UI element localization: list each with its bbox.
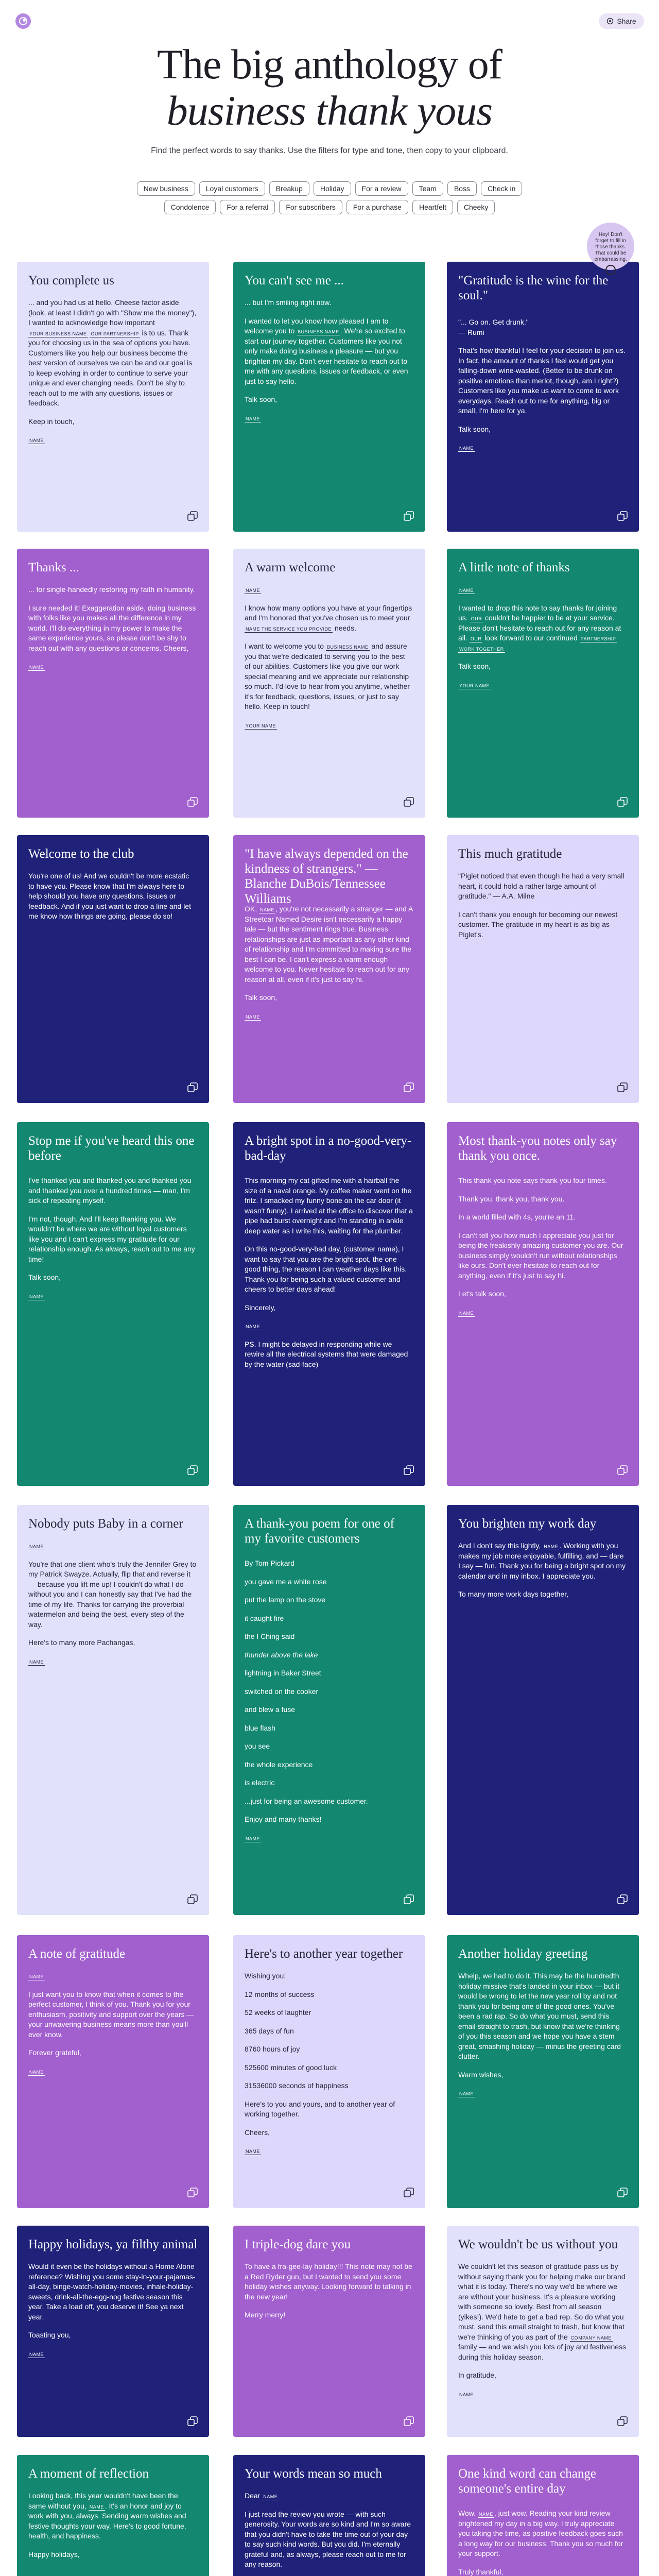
placeholder-tag: NAME [246,588,261,593]
copy-icon[interactable] [403,510,415,522]
card-text: PS. I might be delayed in responding while we rewire all the electrical systems that were damaged by the water (sad-face) [245,1340,408,1368]
share-button[interactable] [599,13,644,29]
card-you-complete-us [17,262,209,532]
card-text: Whelp, we had to do it. This may be the hundredth holiday missive that's landed in your inbox — but it would be wrong to let the new year roll by and not thank you for being one of the good ones. You've been a rad rap. So do what you must, send this email straight to trash, but know that we're thinking of you this season and we hope you have a stem great, smashing holiday — minus the greeting card clutter. [458,1972,621,2060]
card-title: Here's to another year together [245,1947,403,1961]
copy-icon[interactable] [403,2187,415,2199]
card-brighten-work-day [447,1505,639,1915]
card-text: I sure needed it! Exaggeration aside, doing business with folks like you makes all the difference in my world. I'll do everything in my power to make the same experience yours, so please don't be shy to reach out with any questions or concerns. Cheers, [28,603,196,652]
page-title-line2: business thank yous [166,87,493,134]
copy-icon[interactable] [403,2415,415,2428]
card-text: is to us. Thank you for choosing us in the sea of options you have. Customers like you help our business become the best version of ourselves we can be and our goal is to keep evolving in order to continue to serve your unique and ever changing needs. Don't be shy to reach out to me with any questions, issues or feedback. [28,328,193,407]
card-text: Let's talk soon, [458,1290,506,1298]
badge-icon [605,265,616,275]
copy-icon[interactable] [186,1464,199,1477]
card-text: "Piglet noticed that even though he had a very small heart, it could hold a rather large amount of gratitude." — A.A. Milne [458,872,625,900]
card-title: You brighten my work day [458,1517,597,1531]
card-title: One kind word can change someone's entire day [458,2467,596,2496]
card-text: That's how thankful I feel for your decision to join us. In fact, the amount of thanks I feel would get you falling-down wine-wasted. (Better to be drunk on positive emotions than merlot, though, am I right?) Customers like you make us want to come to work everydays. Reach out to me for anything, big or small, I'm here for ya. [458,346,626,415]
card-title: You complete us [28,274,114,287]
copy-icon[interactable] [403,796,415,808]
card-text: I can't tell you how much I appreciate you just for being the freakishly amazing customer you are. Our business simply wouldn't run without relationships like ours. Don't ever hesitate to reach out for anything, even if it's just to say hi. [458,1231,623,1280]
poem-line: put the lamp on the stove [245,1596,326,1604]
filter-cheeky[interactable]: Cheeky [457,200,495,214]
reminder-badge[interactable] [587,223,634,270]
placeholder-tag: NAME [246,416,261,421]
placeholder-tag: YOUR NAME [246,723,276,728]
card-text: I just want you to know that when it comes to the perfect customer, I think of you. Thank you for your enthusiasm, positivity and support over the years — your unwavering business means more than you'll ever know. [28,1990,194,2039]
card-text: . We're so excited to start our journey together. Customers like you not only make doing business a pleasure — but you brighten my day. Don't ever hesitate to reach out to me with any questions, issues or feedback, or even just to say hello. [245,327,408,385]
poem-line: switched on the cooker [245,1687,319,1696]
placeholder-tag: BUSINESS NAME [298,329,339,334]
placeholder-tag: NAME THE SERVICE YOU PROVIDE [246,626,332,632]
card-kindness-of-strangers [233,835,425,1103]
card-title: Stop me if you've heard this one before [28,1134,195,1163]
copy-icon[interactable] [403,1893,415,1906]
card-title: "Gratitude is the wine for the soul." [458,274,609,302]
card-text: Wishing you: [245,1972,286,1980]
card-welcome-to-club [17,835,209,1103]
card-this-much-gratitude [447,835,639,1103]
poem-line: lightning in Baker Street [245,1669,321,1677]
placeholder-tag: NAME [29,438,44,443]
top-bar [0,0,659,41]
card-text: Truly thankful, [458,2567,504,2576]
card-text: Here's to you and yours, and to another year of working together. [245,2099,395,2118]
filter-loyal-customers[interactable]: Loyal customers [199,181,265,196]
card-title: This much gratitude [458,847,562,861]
placeholder-tag: OUR [471,616,482,621]
copy-icon[interactable] [616,1464,629,1477]
placeholder-tag: NAME [246,2149,261,2154]
card-text: 31536000 seconds of happiness [245,2081,349,2090]
card-text: Sincerely, [245,1303,276,1312]
card-text: Forever grateful, [28,2048,81,2057]
card-text: needs. [334,623,356,632]
share-label: Share [617,17,636,25]
placeholder-tag: NAME [459,1310,474,1316]
card-text: Talk soon, [28,1273,61,1281]
filter-heartfelt[interactable]: Heartfelt [412,200,453,214]
card-title: A warm welcome [245,561,336,574]
card-another-holiday-greeting [447,1935,639,2208]
copy-icon[interactable] [186,1081,199,1094]
card-text: I wanted to let you know how pleased I am to welcome you to [245,316,389,335]
card-text: ... for single-handedly restoring my faith in humanity. [28,585,195,594]
card-text: By Tom Pickard [245,1559,294,1567]
placeholder-tag: NAME [459,588,474,593]
placeholder-tag: NAME [459,446,474,451]
copy-icon[interactable] [403,1464,415,1477]
card-text: , you're not necessarily a stranger — and A Streetcar Named Desire isn't necessarily a happy tale — but the sentiment rings true. Business relationships are just as important as any other kind of relationship and I'm committed to making sure the best I can be. I can't express a warm enough welcome to you. Never hesitate to reach out for any reason at all, even if it's just to say hi. [245,905,413,984]
card-text: I wanted to drop this note to say thanks for joining us. [458,603,617,622]
placeholder-tag: BUSINESS NAME [326,645,369,650]
card-text: I just read the review you wrote — with such generosity. Your words are so kind and I'm so aware that you didn't have to take the time out of your day to say such kind words. But you did. I'm eternally grateful and, as always, please reach out to me for any reason. [245,2510,411,2568]
card-little-note [447,549,639,818]
card-title: We wouldn't be us without you [458,2238,618,2251]
card-text: To have a fra-gee-lay holiday!!! This note may not be a Red Ryder gun, but I wanted to send you some holiday wishes anyway. Looking forward to talking in the new year! [245,2262,412,2301]
card-thank-you-poem [233,1505,425,1915]
page-title-line1: The big anthology of [157,41,502,88]
placeholder-tag: OUR PARTNERSHIP [91,331,139,336]
card-text: This thank you note says thank you four times. [458,1176,607,1184]
share-icon [606,18,614,25]
card-text: Enjoy and many thanks! [245,1815,322,1823]
card-text: Dear [245,2492,261,2500]
placeholder-tag: NAME [29,1544,44,1549]
card-text: In gratitude, [458,2371,496,2379]
card-text: and assure you that we're dedicated to serving you to the best of our abilities. Customers like you give our work special meaning and we appreciate our relationship so much. I'd love to hear from you anytime, whether it's for feedback, questions, issues, or just to say hello. Keep in touch! [245,642,410,710]
filter-bar [113,181,546,214]
copy-icon[interactable] [616,2415,629,2428]
card-note-of-gratitude [17,1935,209,2208]
placeholder-tag: YOUR BUSINESS NAME [29,331,87,336]
copy-icon[interactable] [616,796,629,808]
card-most-thank-you-notes [447,1122,639,1486]
placeholder-tag: NAME [29,1294,44,1299]
copy-icon[interactable] [616,1893,629,1906]
card-text: Cheers, [245,2128,270,2137]
card-text: Talk soon, [245,395,278,403]
card-nobody-puts-baby [17,1505,209,1915]
card-text: Talk soon, [458,662,491,670]
card-moment-of-reflection [17,2455,209,2576]
poem-line: the whole experience [245,1760,313,1769]
card-text: family — and we wish you lots of joy and festiveness during this holiday season. [458,2343,627,2361]
card-text: You're that one client who's truly the Jennifer Grey to my Patrick Swayze. Actually, flip that and reverse it — because you lift me up! I couldn't do what I do without you and I can honestly say that I've had the time of my life. Thanks for carrying the proverbial watermelon and being the best, every step of the way. [28,1560,197,1629]
page-subtitle: Find the perfect words to say thanks. Use the filters for type and tone, then copy to your clipboard. [151,146,508,155]
card-title: Your words mean so much [245,2467,382,2481]
filter-check-in[interactable]: Check in [481,181,522,196]
card-text: You're one of us! And we couldn't be more ecstatic to have you. Please know that I'm always here to help should you have any questions, issues or feedback. And if you just want to drop a line and let me know how things are going, please do so! [28,872,191,920]
card-text: 12 months of success [245,1990,315,1998]
poem-line: you gave me a white rose [245,1577,327,1586]
card-text: Thank you, thank you, thank you. [458,1194,565,1203]
card-your-words [233,2455,425,2576]
card-title: Happy holidays, ya filthy animal [28,2238,198,2251]
card-text: This morning my cat gifted me with a hairball the size of a naval orange. My coffee maker went on the fritz. I smacked my funny bone on the car door (it wasn't funny). I arrived at the office to discover that a pipe had burst overnight and I'm standing in ankle deep water as I write this, waiting for the plumber. [245,1176,413,1235]
card-warm-welcome [233,549,425,818]
card-text: And I don't say this lightly, [458,1541,541,1550]
filter-condolence[interactable]: Condolence [164,200,216,214]
card-text: I've thanked you and thanked you and thanked you and thanked you over a hundred times — man, I'm sick of repeating myself. [28,1176,192,1205]
card-stop-me [17,1122,209,1486]
copy-icon[interactable] [186,510,199,522]
filter-for-subscribers[interactable]: For subscribers [279,200,342,214]
placeholder-tag: NAME [459,2392,474,2397]
filter-for-a-purchase[interactable]: For a purchase [346,200,408,214]
card-title: Most thank-you notes only say thank you once. [458,1134,617,1163]
card-gratitude-wine [447,262,639,532]
poem-line: it caught fire [245,1614,284,1622]
card-text: Wow. [458,2509,476,2517]
card-bright-spot [233,1122,425,1486]
card-thanks [17,549,209,818]
card-text: 52 weeks of laughter [245,2008,311,2016]
poem-line: and blew a fuse [245,1705,296,1714]
card-text: I want to welcome you to [245,642,324,650]
filter-for-a-referral[interactable]: For a referral [220,200,275,214]
card-text: look forward to our continued [484,634,578,642]
card-title: Nobody puts Baby in a corner [28,1517,183,1531]
card-title: Another holiday greeting [458,1947,588,1961]
card-text: Merry merry! [245,2311,286,2319]
copy-icon[interactable] [186,2415,199,2428]
card-text: . Working with you makes my job more enjoyable, fulfilling, and — dare I say — fun. Thank you for being a bright spot on my calendar and in my inbox. I appreciate you. [458,1541,626,1580]
placeholder-tag: NAME [29,1974,44,1979]
copy-icon[interactable] [616,510,629,522]
placeholder-tag: NAME [260,907,275,912]
filter-new-business[interactable]: New business [137,181,195,196]
placeholder-tag: PARTNERSHIP [580,636,616,641]
reminder-text: Hey! Don't forget to fill in those thanks. That could be embarrassing. [594,232,627,262]
card-text: ... but I'm smiling right now. [245,298,332,307]
poem-line: the I Ching said [245,1632,295,1640]
placeholder-tag: NAME [29,665,44,670]
card-triple-dog-dare [233,2226,425,2437]
card-text: , just wow. Reading your kind review brightened my day in a big way. I truly appreciate you taking the time, as positive feedback goes such a long way for our business. Thank you so much for your support. [458,2509,623,2557]
card-title: A moment of reflection [28,2467,149,2481]
card-title: I triple-dog dare you [245,2238,351,2251]
copy-icon[interactable] [186,1893,199,1906]
card-text: We couldn't let this season of gratitude pass us by without saying thank you for helping make our brand what it is today. There's no way we'd be where we are without your business. It's a pleasure working with someone so lovely. Best from all season (yikes!). We'd hate to get a bad rep. So do what you must, send this email straight to trash, but know that we're thinking of you as part of the [458,2262,626,2341]
copy-icon[interactable] [186,2187,199,2199]
card-text: — Rumi [458,328,484,336]
placeholder-tag: NAME [29,2351,44,2357]
card-happy-holidays [17,2226,209,2437]
copy-icon[interactable] [403,1081,415,1094]
card-title: A note of gratitude [28,1947,126,1961]
card-text: 365 days of fun [245,2026,294,2035]
card-title: A bright spot in a no-good-very-bad-day [245,1134,412,1163]
card-text: 8760 hours of joy [245,2045,300,2053]
placeholder-tag: COMPANY NAME [570,2335,612,2341]
poem-line: you see [245,1742,270,1750]
filter-boss[interactable]: Boss [447,181,477,196]
filter-holiday[interactable]: Holiday [314,181,351,196]
placeholder-tag: NAME [459,2091,474,2096]
card-you-cant-see-me [233,262,425,532]
copy-icon[interactable] [616,1081,629,1094]
card-text: ... and you had us at hello. Cheese factor aside (look, at least I didn't go with "Show me the money"), I wanted to acknowledge how important [28,298,197,327]
placeholder-tag: NAME [89,2504,104,2510]
copy-icon[interactable] [186,796,199,808]
card-title: Thanks ... [28,561,79,574]
card-text: Warm wishes, [458,2070,504,2079]
placeholder-tag: WORK TOGETHER [459,646,504,652]
card-wouldnt-be-us [447,2226,639,2437]
placeholder-tag: NAME [246,1324,261,1329]
card-text: 525600 minutes of good luck [245,2063,337,2072]
poem-line: is electric [245,1778,275,1787]
placeholder-tag: NAME [544,1544,559,1549]
placeholder-tag: NAME [263,2494,278,2499]
filter-breakup[interactable]: Breakup [269,181,309,196]
card-text: OK, [245,905,257,913]
card-text: Happy holidays, [28,2550,80,2558]
placeholder-tag: YOUR NAME [459,683,490,688]
card-title: A thank-you poem for one of my favorite customers [245,1517,394,1546]
placeholder-tag: NAME [29,1659,44,1665]
card-text: . It's an honor and joy to work with you, always. Sending warm wishes and festive thoughts your way. Here's to good fortune, health, and happiness. [28,2501,186,2540]
card-title: Welcome to the club [28,847,134,861]
card-text: Looking back, this year wouldn't have been the same without you, [28,2492,178,2510]
card-one-kind-word [447,2455,639,2576]
placeholder-tag: NAME [246,1836,261,1841]
card-text: Would it even be the holidays without a Home Alone reference? Wishing you some stay-in-your-pajamas-all-day, binge-watch-holiday-movies, inhale-holiday-sweets, drink-all-the-egg-nog festive season this year. Take a load off, you deserve it! See ya next year. [28,2262,196,2321]
card-text: On this no-good-very-bad day, (customer name), I want to say that you are the bright spot, the one good thing, the reason I can weather days like this. Thank you for being such a valued customer and cheers to better days ahead! [245,1245,407,1293]
card-another-year [233,1935,425,2208]
card-title: "I have always depended on the kindness of strangers." — Blanche DuBois/Tennessee Williams [245,847,408,906]
card-text: Toasting you, [28,2331,71,2339]
card-text: Talk soon, [245,993,278,1002]
card-text: In a world filled with 4s, you're an 11. [458,1213,576,1221]
placeholder-tag: NAME [478,2512,493,2517]
card-text: Here's to many more Pachangas, [28,1638,135,1647]
card-title: You can't see me ... [245,274,344,287]
poem-line: blue flash [245,1723,275,1732]
filter-for-a-review[interactable]: For a review [355,181,408,196]
copy-icon[interactable] [616,2187,629,2199]
logo-icon[interactable] [15,13,31,29]
card-text: "... Go on. Get drunk." [458,318,529,326]
card-text: couldn't be happier to be at your service. Please don't hesitate to reach out for any reason at all. [458,614,621,642]
card-text: I'm not, though. And I'll keep thanking you. We wouldn't be where we are without loyal customers like you and I can't express my gratitude for our relationship enough. As always, reach out to me any time! [28,1214,195,1263]
card-text: I know how many options you have at your fingertips and I'm honored that you've chosen us to meet your [245,603,412,622]
card-title: A little note of thanks [458,561,570,574]
placeholder-tag: NAME [246,1014,261,1020]
card-text: I can't thank you enough for becoming our newest customer. The gratitude in my heart is as big as Piglet's. [458,910,618,939]
placeholder-tag: OUR [470,636,482,641]
poem-line: thunder above the lake [245,1650,318,1659]
card-text: ...just for being an awesome customer. [245,1797,368,1805]
card-text: To many more work days together, [458,1590,568,1598]
placeholder-tag: NAME [29,2069,44,2075]
filter-team[interactable]: Team [412,181,443,196]
hero [0,40,659,156]
card-text: Keep in touch, [28,417,75,426]
card-text: Talk soon, [458,425,491,433]
